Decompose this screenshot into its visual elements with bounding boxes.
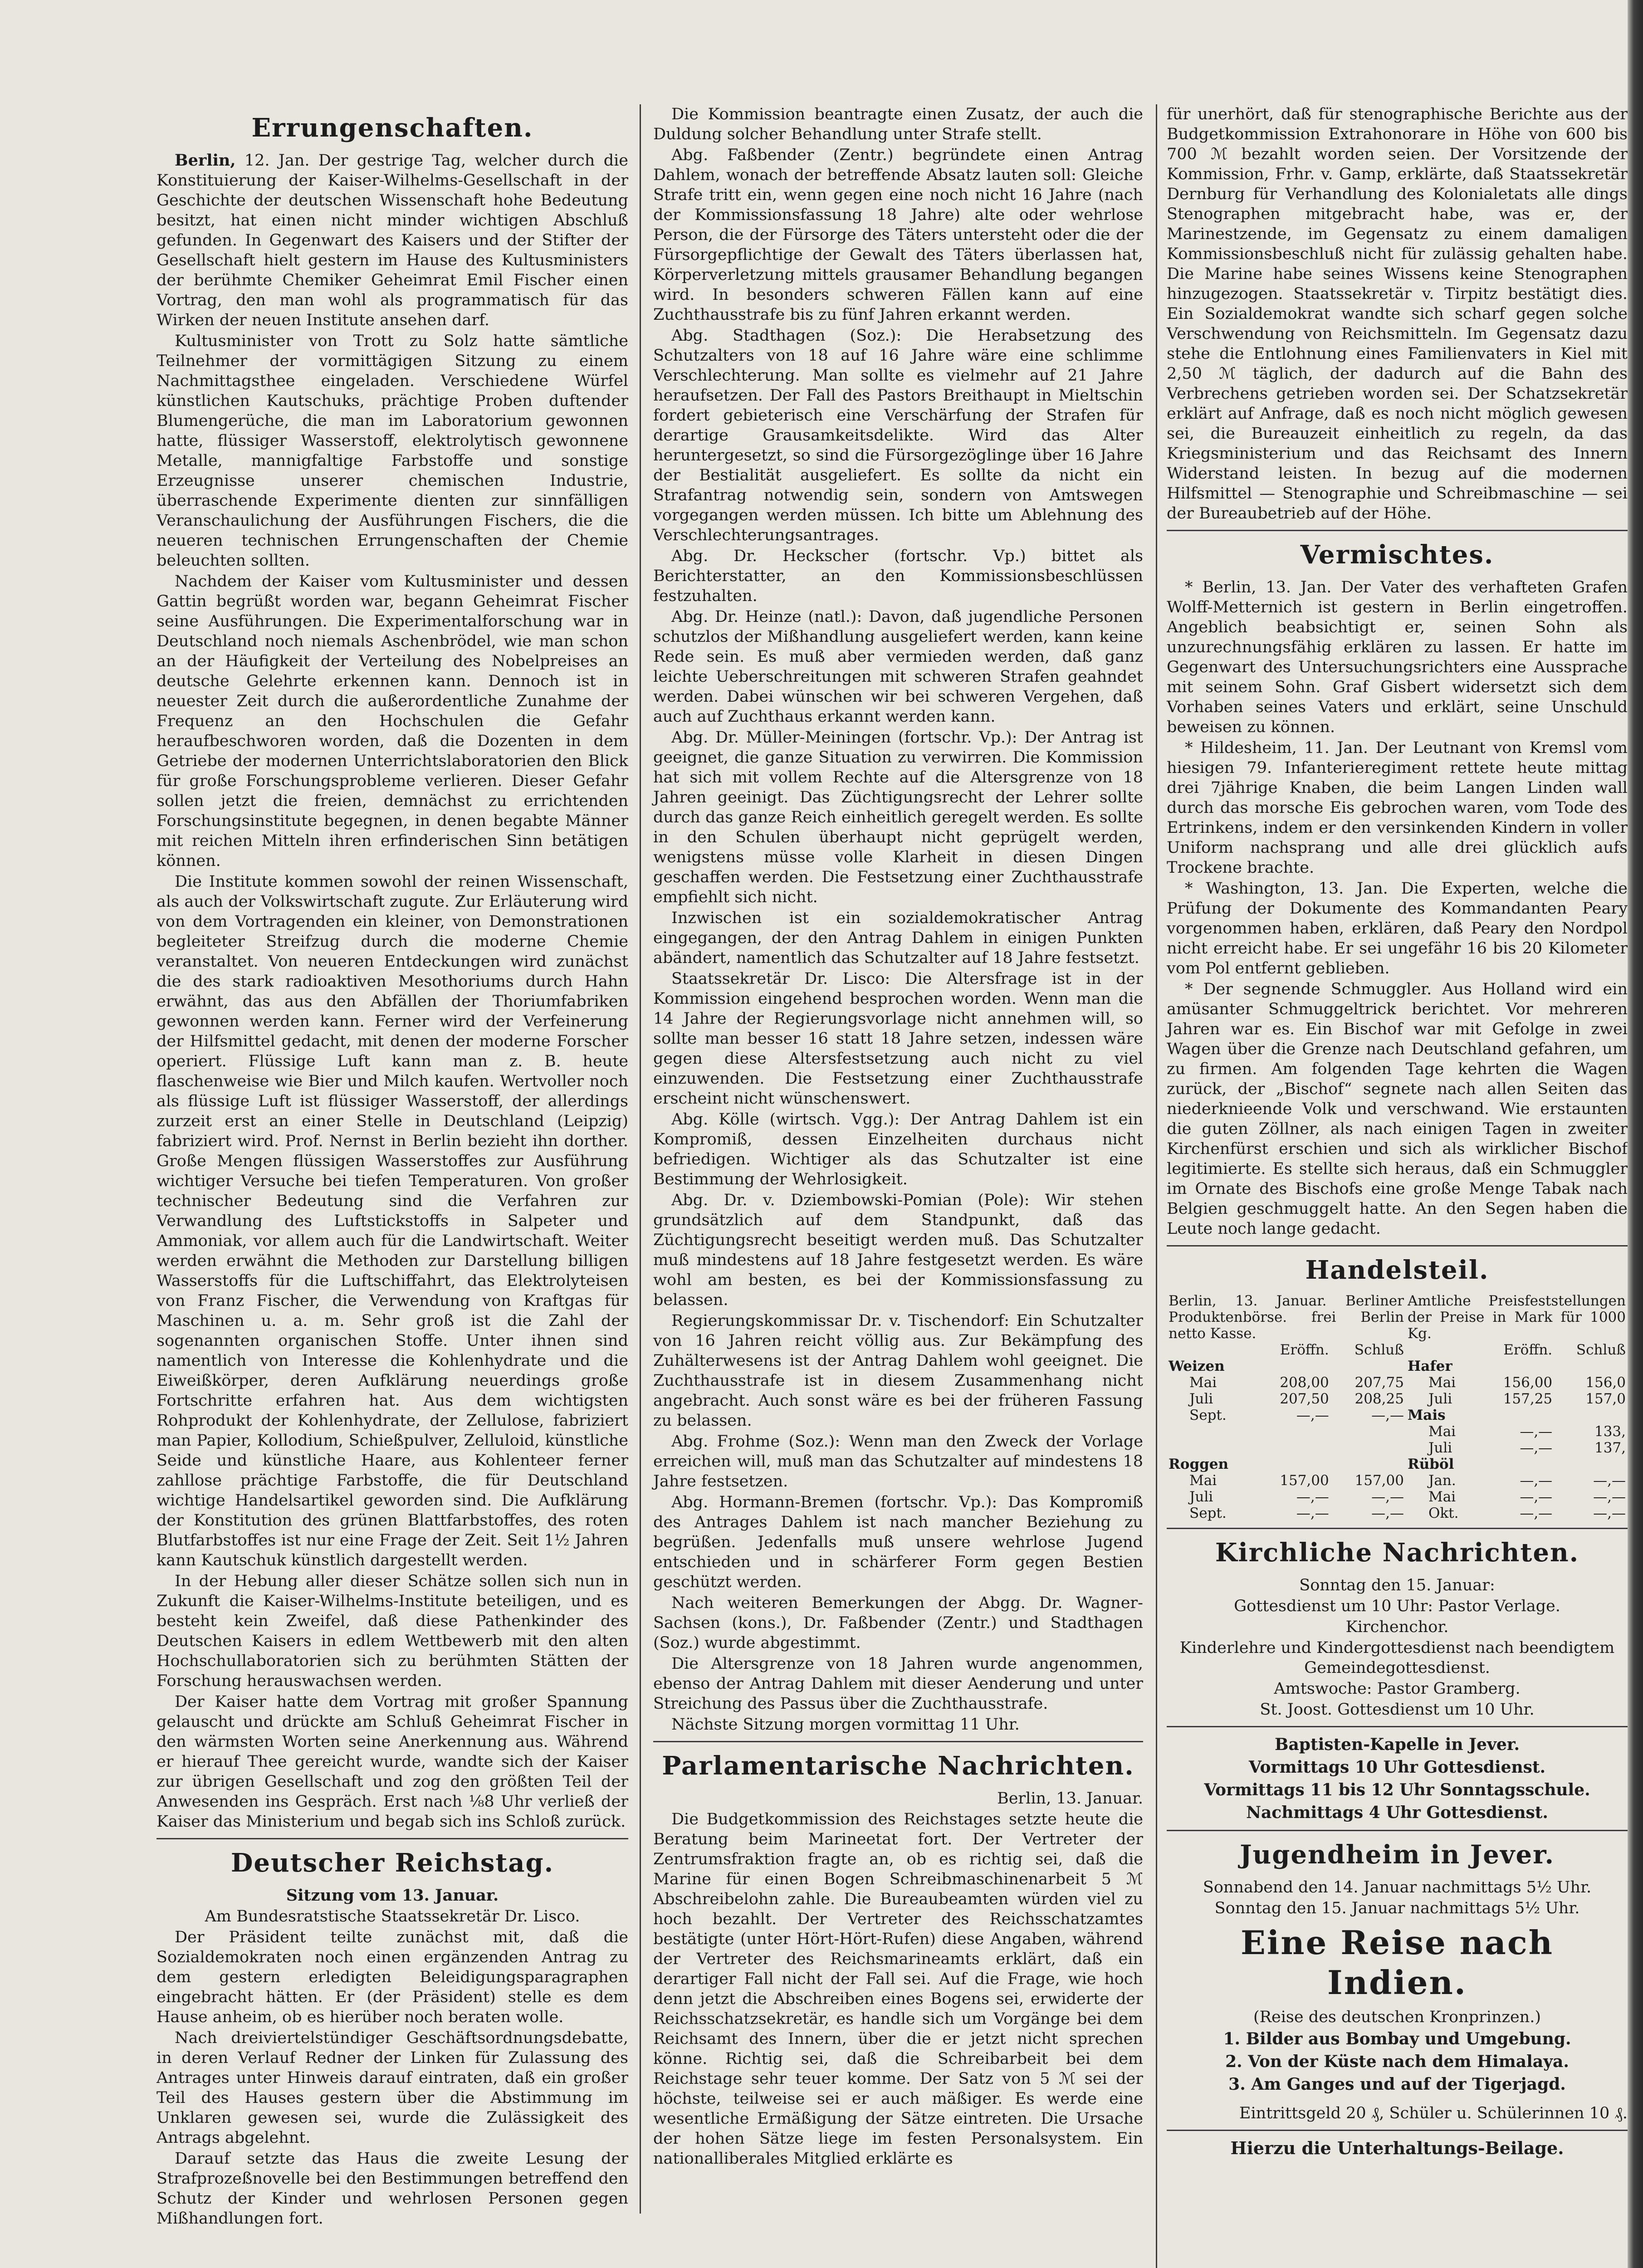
dateline: Berlin, 13. Januar. <box>997 1789 1143 1808</box>
church-line: Gottesdienst um 10 Uhr: Pastor Verlage. <box>1234 1597 1560 1615</box>
right-close: 133, <box>1594 1423 1626 1440</box>
left-open: 157,00 <box>1280 1472 1329 1489</box>
right-close <box>1554 1407 1628 1423</box>
market-row <box>1167 1472 1628 1489</box>
india-subtitle: (Reise des deutschen Kronprinzen.) <box>1253 2008 1541 2026</box>
article-paragraph: Abg. Dr. Heckscher (fortschr. Vp.) bittet als Berichterstatter, an den Kommissionsbeschlüssen festzuhalten. <box>653 547 1143 605</box>
article-paragraph: Die Altersgrenze von 18 Jahren wurde angenommen, ebenso der Antrag Dahlem mit dieser Aenderung und unter Streichung des Passus über die Zuchthausstrafe. <box>653 1655 1143 1713</box>
column-1 <box>156 104 628 2228</box>
market-row <box>1167 1374 1628 1391</box>
article-paragraph: Der Präsident teilte zunächst mit, daß die Sozialdemokraten noch einen ergänzenden Antrag zu dem gestern erledigten Beleidigungsparagraphen eingebracht hätten. Er (der Präsident) stelle es dem Hause anheim, ob es hierüber noch beraten wolle. <box>156 1928 628 2026</box>
right-name: Juli <box>1428 1391 1452 1407</box>
article-paragraph: Berlin, 12. Jan. Der gestrige Tag, welcher durch die Konstituierung der Kaiser-Wilhelms-Gesellschaft in der Geschichte der deutschen Wissenschaft hohe Bedeutung besitzt, hat einen nicht minder wichtigen Abschluß gefunden. In Gegenwart des Kaisers und der Stifter der Gesellschaft hielt gestern im Hause des Kultusministers der berühmte Chemiker Geheimrat Emil Fischer einen Vortrag, den man wohl als programmatisch für das Wirken der neuen Institute ansehen darf. <box>156 151 628 329</box>
page-edge-shadow <box>1628 0 1643 2268</box>
india-item: 1. Bilder aus Bombay und Umgebung. <box>1223 2029 1571 2048</box>
youth-line: Sonnabend den 14. Januar nachmittags 5½ Uhr. <box>1203 1878 1592 1897</box>
column-divider-1 <box>640 104 641 2214</box>
left-name: Juli <box>1189 1489 1213 1505</box>
market-row <box>1167 1407 1628 1423</box>
heading-parlamentarische: Parlamentarische Nachrichten. <box>662 1751 1134 1781</box>
right-close: 157,0 <box>1585 1391 1626 1407</box>
heading-errungenschaften: Errungenschaften. <box>251 113 533 143</box>
right-name: Jan. <box>1428 1472 1456 1489</box>
right-open: —,— <box>1520 1489 1553 1505</box>
news-item: * Berlin, 13. Jan. Der Vater des verhafteten Grafen Wolff-Metternich ist gestern in Berlin eingetroffen. Angeblich beabsichtigt er, seinen Sohn als unzurechnungsfähig erklären zu lassen. Er hatte im Gegenwart des Untersuchungsrichters eine Aussprache mit seinem Sohn. Graf Gisbert widersetzt sich dem Vorhaben seines Vaters und erklärt, seine Unschuld beweisen zu können. <box>1167 578 1628 736</box>
left-close <box>1331 1440 1406 1456</box>
left-close: 208,25 <box>1354 1391 1404 1407</box>
church-line: St. Joost. Gottesdienst um 10 Uhr. <box>1260 1701 1535 1719</box>
left-name: Juli <box>1189 1391 1213 1407</box>
heading-handelsteil: Handelsteil. <box>1305 1255 1489 1285</box>
left-name <box>1167 1423 1257 1440</box>
section-divider <box>1167 1830 1628 1831</box>
article-paragraph: Inzwischen ist ein sozialdemokratischer Antrag eingegangen, der den Antrag Dahlem in einigen Punkten abändert, namentlich das Schutzalter auf 18 Jahre festsetzt. <box>653 909 1143 967</box>
article-paragraph: Abg. Kölle (wirtsch. Vgg.): Der Antrag Dahlem ist ein Kompromiß, dessen Einzelheiten durchaus nicht befriedigen. Wichtiger als das Schutzalter ist eine Bestimmung der Wehrlosigkeit. <box>653 1110 1143 1188</box>
col-header-open: Eröffn. <box>1280 1342 1329 1358</box>
left-name: Sept. <box>1189 1407 1227 1423</box>
article-paragraph: Abg. Dr. Müller-Meiningen (fortschr. Vp.): Der Antrag ist geeignet, die ganze Situation zu verwirren. Die Kommission hat sich mit vollem Rechte auf die Altersgrenze von 18 Jahren geeinigt. Das Züchtigungsrecht der Lehrer sollte durch das ganze Reich einheitlich geregelt werden. Es sollte in den Schulen überhaupt nicht geprügelt werden, wenigstens müsse volle Klarheit in diesen Dingen geschaffen werden. Die Festsetzung einer Zuchthausstrafe empfiehlt sich nicht. <box>653 728 1143 906</box>
heading-reichstag: Deutscher Reichstag. <box>230 1848 554 1878</box>
column-2 <box>653 104 1143 2268</box>
right-name: Mai <box>1428 1374 1456 1391</box>
right-name: Rüböl <box>1407 1456 1454 1472</box>
article-paragraph: Die Budgetkommission des Reichstages setzte heute die Beratung beim Marineetat fort. Der Vertreter der Zentrumsfraktion fragte an, ob es richtig sei, daß die Marine für einen Bogen Schreibmaschinenarbeit 5 ℳ Abschreibelohn zahle. Die Bureaubeamten würden viel zu hoch bezahlt. Der Vertreter des Reichsschatzamtes bestätigte (unter Hört-Hört-Rufen) diese Angaben, während der Vertreter des Reichsmarineamts erklärt, daß ein derartiger Fall nicht der Fall sei. Auf die Frage, wie hoch denn jetzt die Abschreiben eines Bogens sei, erwiderte der Reichsschatzsekretär, es handle sich um Vorgänge bei dem Reichsamt des Innern, über die er jetzt nicht sprechen könne. Richtig sei, daß die Schreibarbeit bei dem Reichstage sehr teuer komme. Der Satz von 5 ℳ sei der höchste, teilweise sei er auch mäßiger. Es werde eine wesentliche Ermäßigung der Sätze eintreten. Die Ursache der hohen Sätze liege im festen Personalsystem. Ein nationalliberales Mitglied erklärte es <box>653 1810 1143 2168</box>
india-item: 3. Am Ganges und auf der Tigerjagd. <box>1228 2075 1566 2094</box>
church-line: Kirchenchor. <box>1345 1618 1449 1636</box>
article-paragraph: Der Kaiser hatte dem Vortrag mit großer Spannung gelauscht und drückte am Schluß Geheimrat Fischer in den wärmsten Worten seine Anerkennung aus. Während er hierauf Thee gereicht wurde, wandte sich der Kaiser zur übrigen Gesellschaft und zog den größten Teil der Anwesenden ins Gespräch. Erst nach ⅛8 Uhr verließ der Kaiser das Ministerium und begab sich ins Schloß zurück. <box>156 1693 628 1831</box>
right-name: Mai <box>1428 1489 1456 1505</box>
right-close: —,— <box>1593 1472 1626 1489</box>
right-close: 137, <box>1594 1440 1626 1456</box>
article-paragraph: Nach weiteren Bemerkungen der Abgg. Dr. Wagner-Sachsen (kons.), Dr. Faßbender (Zentr.) und Stadthagen (Soz.) wurde abgestimmt. <box>653 1594 1143 1652</box>
col-header-open: Eröffn. <box>1503 1342 1553 1358</box>
right-name: Okt. <box>1428 1505 1459 1521</box>
india-entry-fee: Eintrittsgeld 20 ₰, Schüler u. Schülerinnen 10 ₰. <box>1239 2104 1628 2122</box>
right-open: —,— <box>1520 1440 1553 1456</box>
left-open: —,— <box>1296 1505 1329 1521</box>
news-item: * Washington, 13. Jan. Die Experten, welche die Prüfung der Dokumente des Kommandanten Peary vorgenommen haben, erklären, daß Peary den Nordpol nicht erreicht habe. Er sei ungefähr 16 bis 20 Kilometer vom Pol entfernt geblieben. <box>1167 880 1628 978</box>
left-name: Sept. <box>1189 1505 1227 1521</box>
right-open: 156,00 <box>1503 1374 1553 1391</box>
church-line: Vormittags 11 bis 12 Uhr Sonntagsschule. <box>1204 1780 1590 1799</box>
section-divider <box>653 1741 1143 1742</box>
heading-reise-indien: Eine Reise nach Indien. <box>1240 1923 1554 2002</box>
left-close <box>1331 1456 1406 1472</box>
left-open <box>1257 1440 1331 1456</box>
heading-vermischtes: Vermischtes. <box>1300 540 1494 570</box>
dateline: Berlin, <box>175 151 236 170</box>
left-close: —,— <box>1371 1505 1404 1521</box>
left-close: 207,75 <box>1354 1374 1404 1391</box>
right-name: Mai <box>1428 1423 1456 1440</box>
article-paragraph: Abg. Dr. Heinze (natl.): Davon, daß jugendliche Personen schutzlos der Mißhandlung ausgeliefert werden, kann keine Rede sein. Es muß aber vermieden werden, daß ganz leichte Ueberschreitungen mit schweren Strafen geahndet werden. Dabei wünschen wir bei schweren Vergehen, daß auch auf Zuchthaus erkannt werden kann. <box>653 608 1143 726</box>
heading-kirchliche: Kirchliche Nachrichten. <box>1215 1538 1579 1568</box>
section-divider <box>1167 2130 1628 2131</box>
left-close: —,— <box>1371 1407 1404 1423</box>
left-open: —,— <box>1296 1489 1329 1505</box>
market-right-header: Amtliche Preisfeststellungen der Preise in Mark für 1000 Kg. <box>1407 1293 1626 1342</box>
left-open: 207,50 <box>1280 1391 1329 1407</box>
left-close: 157,00 <box>1354 1472 1404 1489</box>
section-divider <box>1167 1726 1628 1727</box>
church-line: Sonntag den 15. Januar: <box>1299 1576 1495 1594</box>
article-paragraph: Die Institute kommen sowohl der reinen Wissenschaft, als auch der Volkswirtschaft zugute. Zur Erläuterung wird von dem Vortragenden ein kleiner, von Demonstrationen begleiteter Streifzug durch die moderne Chemie veranstaltet. Von neueren Entdeckungen wird zunächst die des stark radioaktiven Mesothoriums durch Hahn erwähnt, das aus den Abfällen der Thoriumfabriken gewonnen werden kann. Ferner wird der Verfeinerung der Hilfsmittel gedacht, mit denen der moderne Forscher operiert. Flüssige Luft kann man z. B. heute flaschenweise wie Bier und Milch kaufen. Wertvoller noch als flüssige Luft ist flüssiger Wasserstoff, der allerdings zurzeit erst an einer Stelle in Deutschland (Leipzig) fabriziert wird. Prof. Nernst in Berlin bezieht ihn dorther. Große Mengen flüssigen Wasserstoffes zur Ausführung wichtiger Versuche bei tiefen Temperaturen. Von großer technischer Bedeutung sind die Verfahren zur Verwandlung des Luftstickstoffs in Salpeter und Ammoniak, vor allem auch für die Landwirtschaft. Weiter werden erwähnt die Methoden zur Darstellung billigen Wasserstoffs für die Luftschiffahrt, das Elektrolyteisen von Franz Fischer, die Verwendung von Kraftgas für Maschinen u. a. m. Sehr groß ist die Zahl der sogenannten organischen Stoffe. Unter ihnen sind namentlich von Interesse die Kohlenhydrate und die Eiweißkörper, deren Aufklärung neuerdings große Fortschritte erfahren hat. Aus dem wichtigsten Rohprodukt der Kohlenhydrate, der Zellulose, fabriziert man Papier, Kollodium, Schießpulver, Zelluloid, künstliche Seide und künstliche Haare, aus Kohlenteer ferner zahllose prächtige Farbstoffe, die für Deutschland wichtige Handelsartikel geworden sind. Die Aufklärung der Konstitution des grünen Blattfarbstoffes, des roten Blutfarbstoffes ist nur eine Frage der Zeit. Seit 1½ Jahren kann Kautschuk künstlich dargestellt werden. <box>156 873 628 1569</box>
section-divider <box>1167 1528 1628 1529</box>
market-row <box>1167 1456 1628 1472</box>
left-name: Mai <box>1189 1472 1217 1489</box>
article-paragraph: Nächste Sitzung morgen vormittag 11 Uhr. <box>671 1716 1020 1734</box>
right-open: —,— <box>1520 1472 1553 1489</box>
sitting-date: Sitzung vom 13. Januar. <box>286 1886 499 1905</box>
government-table: Am Bundesratstische Staatssekretär Dr. Lisco. <box>205 1907 580 1926</box>
right-close: 156,0 <box>1585 1374 1626 1391</box>
right-close <box>1554 1456 1628 1472</box>
left-open <box>1257 1358 1331 1374</box>
right-open <box>1481 1358 1554 1374</box>
article-paragraph: In der Hebung aller dieser Schätze sollen sich nun in Zukunft die Kaiser-Wilhelms-Institute beteiligen, und es besteht kein Zweifel, daß diese Pathenkinder des Deutschen Kaisers in edlem Wettbewerb mit den alten Hochschullaboratorien sich zu berühmten Stätten der Forschung herauswachsen werden. <box>156 1572 628 1690</box>
market-row <box>1167 1423 1628 1440</box>
section-divider <box>156 1838 628 1839</box>
left-close: —,— <box>1371 1489 1404 1505</box>
article-paragraph: Nach dreiviertelstündiger Geschäftsordnungsdebatte, in deren Verlauf Redner der Linken für Zulassung des Antrages unter Hinweis darauf eintraten, daß ein großer Teil des Hauses gestern über die Abstimmung im Unklaren gewesen sei, wurde die Zulässigkeit des Antrags abgelehnt. <box>156 2029 628 2147</box>
col-header-close: Schluß <box>1354 1342 1404 1358</box>
article-paragraph: Abg. Faßbender (Zentr.) begründete einen Antrag Dahlem, wonach der betreffende Absatz lauten soll: Gleiche Strafe tritt ein, wenn gegen eine noch nicht 16 Jahre (nach der Kommissionsfassung 18 Jahre) alte oder wehrlose Person, die der Fürsorge des Täters untersteht oder die der Fürsorgepflichtige der Gewalt des Täters überlassen hat, Körperverletzung mittels grausamer Behandlung begangen wird. In besonders schweren Fällen kann auf eine Zuchthausstrafe bis zu fünf Jahren erkannt werden. <box>653 146 1143 324</box>
right-name: Hafer <box>1407 1358 1452 1374</box>
section-divider <box>1167 1245 1628 1246</box>
right-close: —,— <box>1593 1489 1626 1505</box>
right-close <box>1554 1358 1628 1374</box>
left-name <box>1167 1440 1257 1456</box>
article-paragraph: Abg. Frohme (Soz.): Wenn man den Zweck der Vorlage erreichen will, muß man das Schutzalter auf mindestens 18 Jahre festsetzen. <box>653 1432 1143 1491</box>
article-paragraph: Darauf setzte das Haus die zweite Lesung der Strafprozeßnovelle bei den Bestimmungen betreffend den Schutz der Kinder und wehrlosen Personen gegen Mißhandlungen fort. <box>156 2150 628 2228</box>
article-paragraph: Abg. Hormann-Bremen (fortschr. Vp.): Das Kompromiß des Antrages Dahlem ist nach mancher Beziehung zu begrüßen. Jedenfalls muß unsere wehrlose Jugend entschieden und in schärferer Form gegen Bestien geschützt werden. <box>653 1493 1143 1591</box>
article-paragraph: Nachdem der Kaiser vom Kultusminister und dessen Gattin begrüßt worden war, begann Geheimrat Fischer seine Ausführungen. Die Experimentalforschung war in Deutschland noch niemals Aschenbrödel, wie man schon an der Häufigkeit der Verteilung des Nobelpreises an deutsche Gelehrte erkennen kann. Dennoch ist in neuester Zeit durch die außerordentliche Zunahme der Frequenz an den Hochschulen die Gefahr heraufbeschworen worden, daß die Dozenten in dem Getriebe der modernen Unterrichtslaboratorien den Blick für große Forschungsprobleme verlieren. Dieser Gefahr sollen jetzt die freien, demnächst zu errichtenden Forschungsinstitute begegnen, in denen begabte Männer mit reichen Mitteln ihren erfinderischen Sinn betätigen können. <box>156 572 628 870</box>
right-open: 157,25 <box>1503 1391 1553 1407</box>
market-row <box>1167 1391 1628 1407</box>
church-line: Baptisten-Kapelle in Jever. <box>1275 1735 1520 1754</box>
market-row <box>1167 1440 1628 1456</box>
church-line: Kinderlehre und Kindergottesdienst nach beendigtem Gemeindegottesdienst. <box>1179 1639 1615 1677</box>
right-name: Mais <box>1407 1407 1446 1423</box>
right-close: —,— <box>1593 1505 1626 1521</box>
india-item: 2. Von der Küste nach dem Himalaya. <box>1225 2052 1569 2071</box>
church-line: Amtswoche: Pastor Gramberg. <box>1274 1680 1521 1698</box>
section-divider <box>1167 530 1628 531</box>
news-item: * Hildesheim, 11. Jan. Der Leutnant von Kremsl vom hiesigen 79. Infanterieregiment rettete heute mittag drei 7jährige Knaben, die beim Langen Linden wall durch das morsche Eis gebrochen waren, vom Tode des Ertrinkens, indem er den versinkenden Kindern in voller Uniform nachsprang und alle drei glücklich aufs Trockene brachte. <box>1167 739 1628 877</box>
article-paragraph: Abg. Dr. v. Dziembowski-Pomian (Pole): Wir stehen grundsätzlich auf dem Standpunkt, daß das Züchtigungsrecht beseitigt werden muß. Das Schutzalter muß mindestens auf 18 Jahre festgesetzt werden. Es wäre wohl am besten, es bei der Kommissionsfassung zu belassen. <box>653 1191 1143 1309</box>
market-rows <box>1167 1358 1628 1521</box>
left-close <box>1331 1358 1406 1374</box>
youth-line: Sonntag den 15. Januar nachmittags 5½ Uhr. <box>1214 1899 1580 1917</box>
article-paragraph: Staatssekretär Dr. Lisco: Die Altersfrage ist in der Kommission eingehend besprochen worden. Wenn man die 14 Jahre der Regierungsvorlage nicht annehmen will, so sollte man besser 16 statt 18 Jahre setzen, indessen wäre gegen diese Altersfestsetzung auch nicht zu viel einzuwenden. Die Festsetzung einer Zuchthausstrafe erscheint nicht wünschenswert. <box>653 970 1143 1108</box>
article-paragraph: Regierungskommissar Dr. v. Tischendorf: Ein Schutzalter von 16 Jahren reicht völlig aus. Zur Bekämpfung des Zuhälterwesens ist der Antrag Dahlem wohl geeignet. Die Zuchthausstrafe ist in diesem Zusammenhang nicht angebracht. Auch sonst wäre es bei der früheren Fassung zu belassen. <box>653 1312 1143 1430</box>
left-open <box>1257 1423 1331 1440</box>
article-paragraph: für unerhört, daß für stenographische Berichte aus der Budgetkommission Extrahonorare in Höhe von 600 bis 700 ℳ bezahlt worden seien. Der Vorsitzende der Kommission, Frhr. v. Gamp, erklärte, daß Staatssekretär Dernburg für Verhandlung des Kolonialetats alle dings Stenographen mitgebracht habe, was er, der Marinestzende, im Gegensatz zu einem damaligen Kommissionsbeschluß nicht für zulässig gehalten habe. Die Marine habe seines Wissens keine Stenographen hinzugezogen. Staatssekretär v. Tirpitz bestätigt dies. Ein Sozialdemokrat wandte sich scharf gegen solche Verschwendung von Reichsmitteln. Im Gegensatz dazu stehe die Entlohnung eines Familienvaters in Kiel mit 2,50 ℳ täglich, der dadurch auf die Bahn des Verbrechens getrieben worden sei. Der Schatzsekretär erklärt auf Anfrage, daß es noch nicht möglich gewesen sei, die Bureauzeit einheitlich zu regeln, da das Kriegsministerium und das Reichsamt des Innern Widerstand leisten. In bezug auf die modernen Hilfsmittel — Stenographie und Schreibmaschine — sei der Bureaubetrieb auf der Höhe. <box>1167 105 1628 523</box>
right-open: —,— <box>1520 1423 1553 1440</box>
column-divider-2 <box>1156 104 1157 2268</box>
left-name: Weizen <box>1169 1358 1225 1374</box>
market-table <box>1167 1293 1628 1521</box>
left-open: 208,00 <box>1280 1374 1329 1391</box>
right-open <box>1481 1456 1554 1472</box>
news-item: * Der segnende Schmuggler. Aus Holland wird ein amüsanter Schmuggeltrick berichtet. Vor mehreren Jahren war es. Ein Bischof war mit Gefolge in zwei Wagen über die Grenze nach Deutschland gefahren, um zu firmen. Am folgenden Tage kehrten die Wagen zurück, der „Bischof“ segnete nach allen Seiten das niederknieende Volk und verschwand. Wie erstaunten die guten Zöllner, als nach einigen Tagen in zweiter Kirchenfürst erschien und sich als wirklicher Bischof legitimierte. Es stellte sich heraus, daß ein Schmuggler im Ornate des Bischofs eine große Menge Tabak nach Belgien geschmuggelt hatte. An den Segen haben die Leute noch lange gedacht. <box>1167 980 1628 1238</box>
column-3 <box>1167 104 1628 2268</box>
right-open <box>1481 1407 1554 1423</box>
market-left-header: Berlin, 13. Januar. Berliner Produktenbörse. frei Berlin netto Kasse. <box>1169 1293 1404 1342</box>
market-row <box>1167 1489 1628 1505</box>
left-open: —,— <box>1296 1407 1329 1423</box>
col-header-close: Schluß <box>1576 1342 1626 1358</box>
left-name: Roggen <box>1169 1456 1229 1472</box>
heading-jugendheim: Jugendheim in Jever. <box>1240 1840 1555 1870</box>
church-line: Nachmittags 4 Uhr Gottesdienst. <box>1246 1803 1548 1822</box>
church-line: Vormittags 10 Uhr Gottesdienst. <box>1248 1758 1546 1777</box>
article-paragraph: Die Kommission beantragte einen Zusatz, der auch die Duldung solcher Behandlung unter Strafe stellt. <box>653 105 1143 143</box>
market-row <box>1167 1358 1628 1374</box>
article-paragraph: Kultusminister von Trott zu Solz hatte sämtliche Teilnehmer der vormittägigen Sitzung zu einem Nachmittagsthee eingeladen. Verschiedene Würfel künstlichen Kautschuks, prächtige Proben duftender Blumengerüche, die man im Laboratorium gewonnen hatte, flüssiger Wasserstoff, elektrolytisch gewonnene Metalle, mannigfaltige Farbstoffe und sonstige Erzeugnisse unserer chemischen Industrie, überraschende Experimente dienten zur sinnfälligen Veranschaulichung der Ausführungen Fischers, die die neueren technischen Errungenschaften der Chemie beleuchten sollten. <box>156 332 628 570</box>
right-name: Juli <box>1428 1440 1452 1456</box>
left-open <box>1257 1456 1331 1472</box>
footer-supplement: Hierzu die Unterhaltungs-Beilage. <box>1230 2138 1564 2158</box>
left-close <box>1331 1423 1406 1440</box>
left-name: Mai <box>1189 1374 1217 1391</box>
market-row <box>1167 1505 1628 1521</box>
right-open: —,— <box>1520 1505 1553 1521</box>
article-paragraph: Abg. Stadthagen (Soz.): Die Herabsetzung des Schutzalters von 18 auf 16 Jahre wäre eine schlimme Verschlechterung. Man sollte es vielmehr auf 21 Jahre heraufsetzen. Der Fall des Pastors Breithaupt in Mieltschin fordert gebieterisch eine Verschärfung der Strafen für derartige Grausamkeitsdelikte. Wird das Alter heruntergesetzt, so sind die Fürsorgezöglinge über 16 Jahre der Bestialität ausgeliefert. Es sollte da nicht ein Strafantrag notwendig sein, sondern von Amtswegen vorgegangen werden müssen. Ich bitte um Ablehnung des Verschlechterungsantrages. <box>653 327 1143 544</box>
